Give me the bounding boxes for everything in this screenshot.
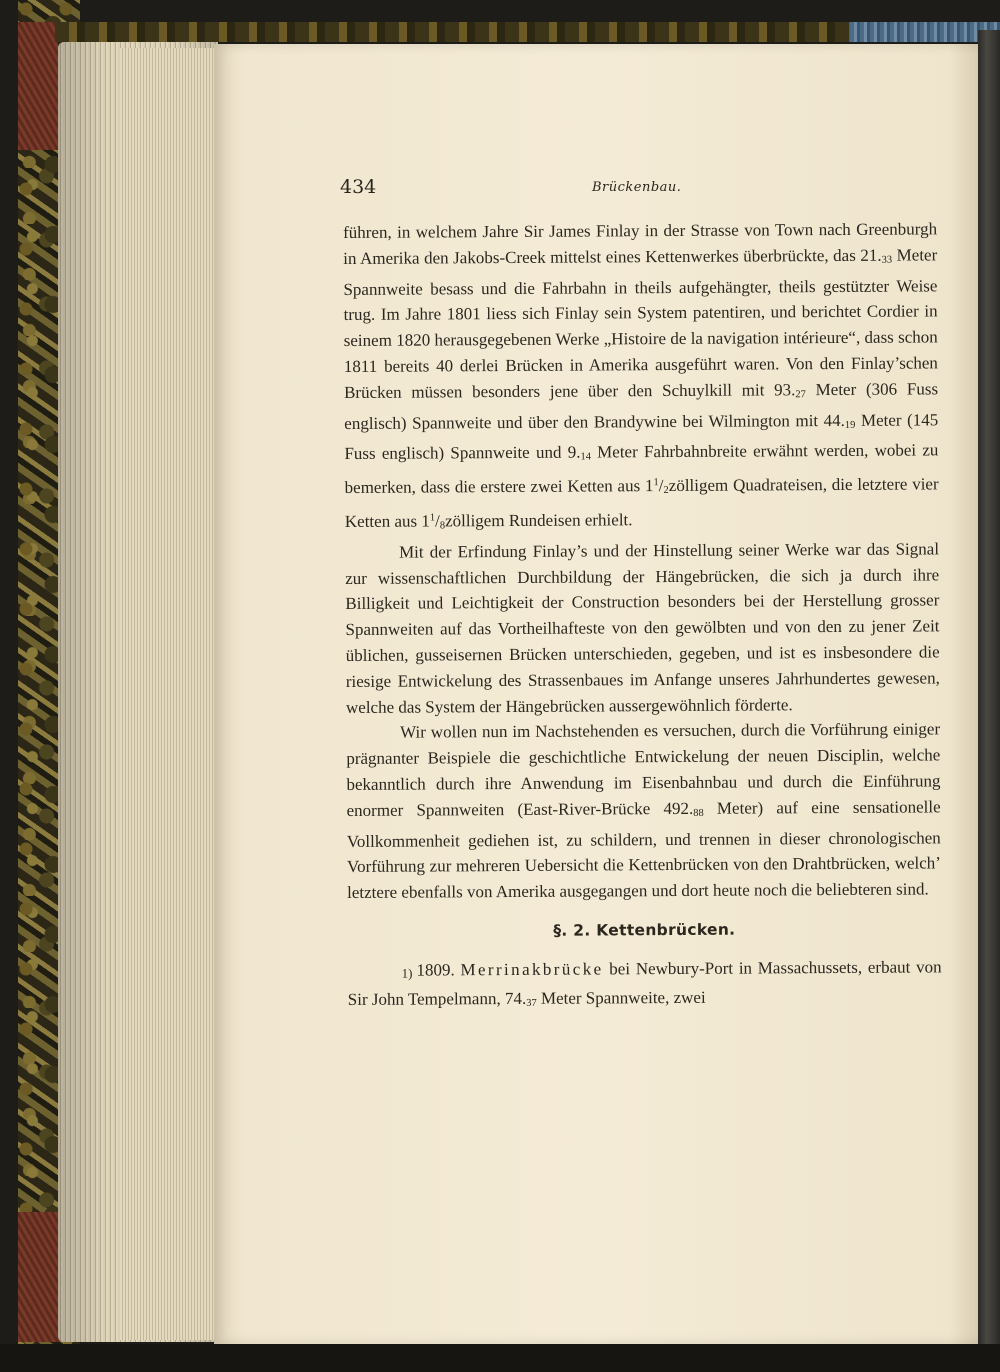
decimal-subscript: 27 <box>795 388 806 401</box>
page-number: 434 <box>340 176 377 198</box>
paragraph-3 <box>346 717 941 906</box>
entry-bridge-name: Merrinakbrücke <box>460 959 604 980</box>
text-run: zölligem Rundeisen erhielt. <box>445 510 633 531</box>
cover-leather-corner-bottom <box>18 1212 60 1342</box>
entry-year: 1809. <box>416 960 455 980</box>
cover-leather-corner-top <box>18 22 58 150</box>
decimal-subscript: 14 <box>580 451 591 463</box>
text-run: führen, in welchem Jahre Sir James Finlay in der Strasse von Town nach Greenburgh in Amerika den Jakobs-Creek mittelst eines Kettenwerkes überbrückte, das 21. <box>343 219 938 268</box>
paragraph-1 <box>343 216 939 539</box>
bottom-shadow <box>0 1344 1000 1372</box>
page-header <box>340 176 940 202</box>
fraction-numerator: 1 <box>429 512 436 524</box>
text-run: Meter Fahrbahnbreite erwähnt werden, wobei zu bemerken, dass die erstere zwei Ketten aus 1 <box>344 440 939 498</box>
text-run: Meter Spannweite besass und die Fahrbahn in theils aufgehängter, theils gestützter Weise trug. Im Jahre 1801 liess sich Finlay sein System patentiren, und berichtet Cordier in seinem 1820 herausgegebenen Werke „Histoire de la navigation intérieure“, dass schon 1811 bereits 40 derlei Brücken in Amerika ausgeführt waren. Von den Finlay’schen Brücken müssen besonders jene über den Schuylkill mit 93. <box>343 245 938 402</box>
text-run: Wir wollen nun im Nachstehenden es versuchen, durch die Vorführung einiger prägnanter Beispiele die geschichtliche Entwickelung der neuen Disciplin, welche bekanntlich durch ihre Anwendung im Eisenbahnbau und durch die Einführung enormer Spannweiten (East-River-Brücke 492. <box>346 719 941 820</box>
text-run: Meter (306 Fuss englisch) Spannweite und über den Brandywine bei Wilmington mit 44. <box>344 379 939 433</box>
decimal-subscript: 88 <box>693 807 704 819</box>
running-head: Brückenbau. <box>592 180 682 195</box>
entry-number: 1) <box>401 965 413 981</box>
fraction-slash: / <box>658 476 664 496</box>
fraction-denominator: 2 <box>663 485 669 497</box>
gutter-shadow <box>978 30 1000 1372</box>
decimal-subscript: 37 <box>526 997 537 1009</box>
fraction-slash: / <box>435 511 440 531</box>
body-text <box>343 216 942 1017</box>
entry-paragraph <box>348 954 942 1017</box>
decimal-subscript: 33 <box>881 254 893 266</box>
paragraph-2: Mit der Erfindung Finlay’s und der Hinstellung seiner Werke war das Signal zur wissenschaftlichen Durchbildung der Hängebrücken, die sich ja durch ihre Billigkeit und Leichtigkeit der Construction besonders bei der Herstellung grosser Spannweiten auf das Vortheilhafteste von den gewölbten und von den zu jener Zeit üblichen, gusseisernen Brücken unterschieden, gegeben, und ist es insbesondere die riesige Entwickelung des Strassenbaues im Anfange unseres Jahrhundertes gewesen, welche das System der Hängebrücken aussergewöhnlich förderte. <box>345 539 940 717</box>
text-run: Meter Spannweite, zwei <box>536 987 706 1008</box>
fraction-denominator: 8 <box>439 520 446 532</box>
text-run: Meter) auf eine sensationelle Vollkommenheit gediehen ist, zu schildern, und trennen in dieser chronologischen Vorführung zur mehreren Uebersicht die Kettenbrücken von den Drahtbrücken, welch’ letztere ebenfalls von Amerika ausgegangen und dort heute noch die beliebteren sind. <box>346 797 941 903</box>
text-run: bei Newbury-Port in Massachussets, erbaut von Sir John Tempelmann, 74. <box>347 957 942 1009</box>
section-heading: §. 2. Kettenbrücken. <box>553 920 736 940</box>
book-page-edges-fore <box>120 48 216 1340</box>
text-run: zölligem Quadrateisen, die letztere vier Ketten aus 1 <box>344 474 939 531</box>
fraction-numerator: 1 <box>653 477 659 489</box>
decimal-subscript: 19 <box>844 419 856 431</box>
text-run: Meter (145 Fuss englisch) Spannweite und 9. <box>344 409 939 464</box>
